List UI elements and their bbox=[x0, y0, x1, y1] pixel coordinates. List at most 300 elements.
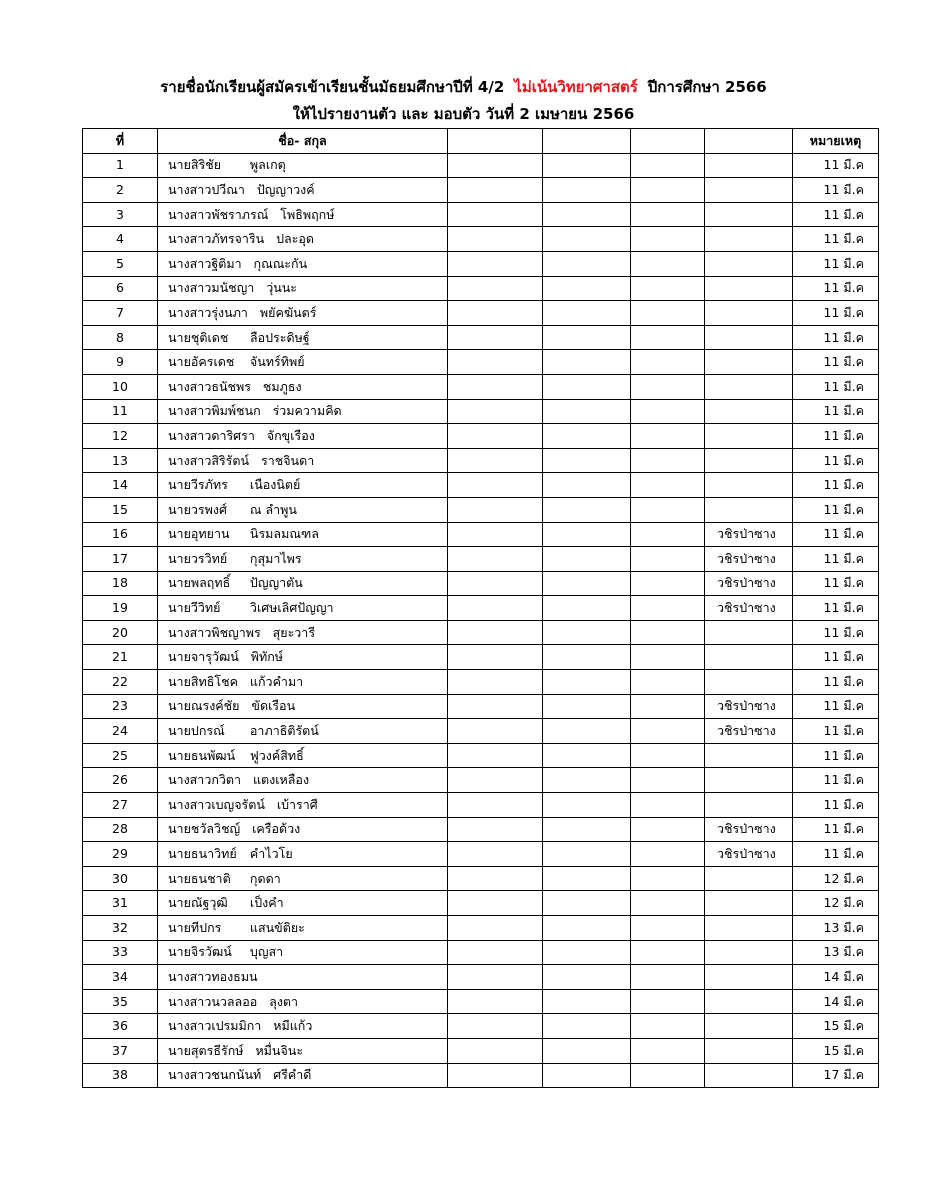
row-number: 22 bbox=[83, 670, 158, 695]
remark-date: 11 มี.ค bbox=[793, 842, 879, 867]
student-first-name: นายสุตรธีรักษ์ bbox=[168, 1042, 244, 1058]
student-name bbox=[158, 473, 448, 498]
remark-date: 15 มี.ค bbox=[793, 1038, 879, 1063]
table-row bbox=[83, 202, 879, 227]
student-name bbox=[158, 940, 448, 965]
document-title bbox=[0, 77, 927, 97]
remark-date: 15 มี.ค bbox=[793, 1014, 879, 1039]
row-number: 35 bbox=[83, 989, 158, 1014]
remark-date: 11 มี.ค bbox=[793, 424, 879, 449]
student-name bbox=[158, 743, 448, 768]
school-note bbox=[705, 473, 793, 498]
student-first-name: นางสาวสิริรัตน์ bbox=[168, 452, 250, 468]
table-row bbox=[83, 497, 879, 522]
school-note bbox=[705, 965, 793, 990]
school-note bbox=[705, 1014, 793, 1039]
row-number: 31 bbox=[83, 891, 158, 916]
remark-date: 11 มี.ค bbox=[793, 227, 879, 252]
empty-cell bbox=[631, 743, 705, 768]
student-last-name: แสนขัติยะ bbox=[249, 919, 305, 935]
school-note bbox=[705, 399, 793, 424]
row-number: 18 bbox=[83, 571, 158, 596]
empty-cell bbox=[448, 374, 543, 399]
empty-cell bbox=[543, 620, 631, 645]
empty-cell bbox=[543, 965, 631, 990]
empty-cell bbox=[631, 1063, 705, 1088]
empty-cell bbox=[448, 350, 543, 375]
empty-cell bbox=[543, 768, 631, 793]
student-last-name: ขัดเรือน bbox=[251, 698, 296, 714]
empty-cell bbox=[543, 153, 631, 178]
empty-cell bbox=[448, 251, 543, 276]
empty-cell bbox=[543, 473, 631, 498]
gap bbox=[238, 674, 250, 689]
table-row bbox=[83, 842, 879, 867]
gap bbox=[238, 157, 250, 172]
remark-date: 11 มี.ค bbox=[793, 719, 879, 744]
row-number: 12 bbox=[83, 424, 158, 449]
empty-cell bbox=[543, 202, 631, 227]
empty-cell bbox=[631, 301, 705, 326]
remark-date: 11 มี.ค bbox=[793, 399, 879, 424]
empty-cell bbox=[448, 793, 543, 818]
table-row bbox=[83, 645, 879, 670]
gap bbox=[254, 280, 266, 295]
empty-cell bbox=[631, 645, 705, 670]
empty-cell bbox=[543, 1014, 631, 1039]
row-number: 10 bbox=[83, 374, 158, 399]
row-number: 3 bbox=[83, 202, 158, 227]
school-note bbox=[705, 891, 793, 916]
student-last-name: ปัญญาวงค์ bbox=[256, 181, 315, 197]
empty-cell bbox=[543, 350, 631, 375]
empty-cell bbox=[448, 424, 543, 449]
row-number: 13 bbox=[83, 448, 158, 473]
school-note bbox=[705, 251, 793, 276]
empty-cell bbox=[631, 153, 705, 178]
student-name bbox=[158, 325, 448, 350]
empty-cell bbox=[543, 178, 631, 203]
student-last-name: ลุงตา bbox=[269, 993, 299, 1009]
student-last-name: พยัคฆันตร์ bbox=[259, 304, 317, 320]
school-note bbox=[705, 227, 793, 252]
school-note: วชิรป่าซาง bbox=[705, 522, 793, 547]
empty-cell bbox=[543, 916, 631, 941]
school-note: วชิรป่าซาง bbox=[705, 571, 793, 596]
student-last-name: ร่วมความคิด bbox=[272, 403, 342, 419]
empty-cell bbox=[448, 866, 543, 891]
empty-cell bbox=[448, 399, 543, 424]
school-note bbox=[705, 276, 793, 301]
remark-date: 14 มี.ค bbox=[793, 965, 879, 990]
school-note bbox=[705, 301, 793, 326]
gap bbox=[248, 305, 260, 320]
empty-cell bbox=[631, 694, 705, 719]
empty-cell bbox=[448, 694, 543, 719]
row-number: 26 bbox=[83, 768, 158, 793]
gap bbox=[249, 453, 261, 468]
school-note bbox=[705, 645, 793, 670]
empty-cell bbox=[631, 251, 705, 276]
student-name bbox=[158, 989, 448, 1014]
empty-cell bbox=[448, 473, 543, 498]
remark-date: 11 มี.ค bbox=[793, 325, 879, 350]
remark-date: 11 มี.ค bbox=[793, 301, 879, 326]
row-number: 23 bbox=[83, 694, 158, 719]
empty-cell bbox=[543, 842, 631, 867]
gap bbox=[258, 969, 270, 984]
row-number: 25 bbox=[83, 743, 158, 768]
table-row bbox=[83, 965, 879, 990]
student-last-name: พิทักษ์ bbox=[250, 649, 284, 665]
row-number: 34 bbox=[83, 965, 158, 990]
empty-cell bbox=[448, 178, 543, 203]
school-note bbox=[705, 743, 793, 768]
empty-cell bbox=[631, 424, 705, 449]
student-first-name: นางสาวภัทรจาริน bbox=[168, 231, 265, 247]
empty-cell bbox=[631, 374, 705, 399]
title-part1: รายชื่อนักเรียนผู้สมัครเข้าเรียนชั้นมัธยมศึกษาปีที่ 4/2 bbox=[160, 78, 505, 96]
gap bbox=[238, 477, 250, 492]
student-name bbox=[158, 1063, 448, 1088]
gap bbox=[239, 698, 251, 713]
school-note bbox=[705, 793, 793, 818]
remark-date: 13 มี.ค bbox=[793, 940, 879, 965]
school-note bbox=[705, 1038, 793, 1063]
student-name bbox=[158, 866, 448, 891]
title-highlight: ไม่เน้นวิทยาศาสตร์ bbox=[514, 78, 638, 96]
student-name bbox=[158, 891, 448, 916]
student-last-name: ปัญญาตัน bbox=[249, 575, 303, 591]
student-last-name: คำไวโย bbox=[249, 846, 293, 862]
empty-cell bbox=[448, 940, 543, 965]
gap bbox=[238, 846, 250, 861]
student-last-name: ปละอุด bbox=[276, 231, 314, 247]
empty-cell bbox=[631, 793, 705, 818]
empty-cell bbox=[448, 891, 543, 916]
table-row bbox=[83, 153, 879, 178]
student-first-name: นายสิริชัย bbox=[168, 157, 222, 173]
remark-date: 11 มี.ค bbox=[793, 497, 879, 522]
student-first-name: นายชุติเดช bbox=[168, 329, 229, 345]
student-first-name: นายวรวิทย์ bbox=[168, 550, 228, 566]
student-last-name: ราชจินดา bbox=[260, 452, 315, 468]
student-first-name: นายพลฤทธิ์ bbox=[168, 575, 231, 591]
school-note: วชิรป่าซาง bbox=[705, 817, 793, 842]
row-number: 2 bbox=[83, 178, 158, 203]
empty-cell bbox=[631, 571, 705, 596]
empty-cell bbox=[448, 645, 543, 670]
gap bbox=[238, 871, 250, 886]
table-row bbox=[83, 522, 879, 547]
student-name bbox=[158, 399, 448, 424]
header-remark: หมายเหตุ bbox=[793, 129, 879, 154]
table-row bbox=[83, 694, 879, 719]
student-first-name: นางสาวเบญจรัตน์ bbox=[168, 796, 265, 812]
remark-date: 11 มี.ค bbox=[793, 793, 879, 818]
empty-cell bbox=[448, 571, 543, 596]
row-number: 8 bbox=[83, 325, 158, 350]
student-last-name: โพธิพฤกษ์ bbox=[280, 206, 335, 222]
empty-cell bbox=[448, 448, 543, 473]
student-first-name: นายชวัลวิชญ์ bbox=[168, 821, 241, 837]
student-first-name: นางสาวพิชญาพร bbox=[168, 624, 261, 640]
table-row bbox=[83, 448, 879, 473]
table-row bbox=[83, 989, 879, 1014]
student-first-name: นางสาวเปรมมิกา bbox=[168, 1018, 262, 1034]
empty-cell bbox=[448, 276, 543, 301]
table-row bbox=[83, 670, 879, 695]
row-number: 33 bbox=[83, 940, 158, 965]
gap bbox=[242, 256, 254, 271]
student-first-name: นางสาวฐิติมา bbox=[168, 255, 242, 271]
empty-cell bbox=[543, 497, 631, 522]
gap bbox=[239, 649, 251, 664]
student-name bbox=[158, 793, 448, 818]
gap bbox=[244, 1043, 256, 1058]
student-last-name: เป็งคำ bbox=[249, 895, 284, 911]
school-note bbox=[705, 178, 793, 203]
school-note bbox=[705, 916, 793, 941]
table-row bbox=[83, 1014, 879, 1039]
table-row bbox=[83, 374, 879, 399]
row-number: 38 bbox=[83, 1063, 158, 1088]
remark-date: 11 มี.ค bbox=[793, 620, 879, 645]
student-first-name: นายสิทธิโชค bbox=[168, 673, 238, 689]
student-first-name: นางสาวพัชราภรณ์ bbox=[168, 206, 269, 222]
table-row bbox=[83, 227, 879, 252]
student-last-name: แก้วคำมา bbox=[249, 673, 304, 689]
table-row bbox=[83, 571, 879, 596]
remark-date: 11 มี.ค bbox=[793, 350, 879, 375]
school-note bbox=[705, 620, 793, 645]
empty-cell bbox=[631, 547, 705, 572]
row-number: 1 bbox=[83, 153, 158, 178]
gap bbox=[251, 379, 263, 394]
student-first-name: นางสาวทองธมน bbox=[168, 968, 258, 984]
school-note bbox=[705, 940, 793, 965]
table-body bbox=[83, 153, 879, 1088]
remark-date: 11 มี.ค bbox=[793, 743, 879, 768]
empty-cell bbox=[543, 547, 631, 572]
school-note bbox=[705, 350, 793, 375]
student-name bbox=[158, 448, 448, 473]
empty-cell bbox=[631, 448, 705, 473]
empty-cell bbox=[543, 645, 631, 670]
empty-cell bbox=[631, 1038, 705, 1063]
empty-cell bbox=[448, 596, 543, 621]
empty-cell bbox=[631, 473, 705, 498]
empty-cell bbox=[543, 301, 631, 326]
student-first-name: นางสาวรุ่งนภา bbox=[168, 304, 248, 320]
empty-cell bbox=[543, 596, 631, 621]
gap bbox=[238, 551, 250, 566]
empty-cell bbox=[543, 743, 631, 768]
row-number: 4 bbox=[83, 227, 158, 252]
row-number: 27 bbox=[83, 793, 158, 818]
student-first-name: นางสาวนวลลออ bbox=[168, 993, 258, 1009]
school-note: วชิรป่าซาง bbox=[705, 719, 793, 744]
school-note bbox=[705, 768, 793, 793]
row-number: 21 bbox=[83, 645, 158, 670]
row-number: 5 bbox=[83, 251, 158, 276]
student-name bbox=[158, 694, 448, 719]
table-row bbox=[83, 719, 879, 744]
empty-cell bbox=[631, 719, 705, 744]
remark-date: 11 มี.ค bbox=[793, 670, 879, 695]
empty-cell bbox=[543, 719, 631, 744]
empty-cell bbox=[543, 522, 631, 547]
student-name bbox=[158, 768, 448, 793]
gap bbox=[238, 330, 250, 345]
empty-cell bbox=[631, 842, 705, 867]
gap bbox=[238, 748, 250, 763]
student-last-name: ศรีคำดี bbox=[273, 1067, 312, 1083]
empty-cell bbox=[631, 325, 705, 350]
student-name bbox=[158, 202, 448, 227]
table-row bbox=[83, 301, 879, 326]
gap bbox=[238, 723, 250, 738]
table-row bbox=[83, 620, 879, 645]
student-last-name: หมีแก้ว bbox=[273, 1018, 313, 1034]
gap bbox=[238, 920, 250, 935]
student-last-name: แตงเหลือง bbox=[252, 772, 310, 788]
row-number: 28 bbox=[83, 817, 158, 842]
student-last-name: เนืองนิตย์ bbox=[249, 477, 301, 493]
empty-cell bbox=[448, 916, 543, 941]
empty-cell bbox=[448, 842, 543, 867]
table-row bbox=[83, 251, 879, 276]
table-row bbox=[83, 768, 879, 793]
school-note: วชิรป่าซาง bbox=[705, 842, 793, 867]
school-note bbox=[705, 424, 793, 449]
gap bbox=[261, 625, 273, 640]
empty-cell bbox=[631, 768, 705, 793]
student-name bbox=[158, 301, 448, 326]
empty-cell bbox=[543, 694, 631, 719]
header-no: ที่ bbox=[83, 129, 158, 154]
student-last-name: กุสุมาไพร bbox=[249, 550, 302, 566]
header-col3 bbox=[448, 129, 543, 154]
student-first-name: นายอัครเดช bbox=[168, 354, 235, 370]
table-row bbox=[83, 817, 879, 842]
empty-cell bbox=[448, 620, 543, 645]
school-note bbox=[705, 325, 793, 350]
student-name bbox=[158, 547, 448, 572]
gap bbox=[265, 797, 277, 812]
student-first-name: นายจิรวัฒน์ bbox=[168, 944, 232, 960]
student-name bbox=[158, 620, 448, 645]
empty-cell bbox=[631, 399, 705, 424]
row-number: 37 bbox=[83, 1038, 158, 1063]
empty-cell bbox=[543, 891, 631, 916]
student-last-name: วิเศษเลิศปัญญา bbox=[249, 600, 334, 616]
empty-cell bbox=[543, 940, 631, 965]
header-col6 bbox=[705, 129, 793, 154]
student-last-name: พูลเกตุ bbox=[249, 157, 286, 173]
school-note bbox=[705, 374, 793, 399]
empty-cell bbox=[448, 301, 543, 326]
remark-date: 11 มี.ค bbox=[793, 276, 879, 301]
remark-date: 11 มี.ค bbox=[793, 694, 879, 719]
empty-cell bbox=[448, 1038, 543, 1063]
table-row bbox=[83, 350, 879, 375]
empty-cell bbox=[543, 276, 631, 301]
empty-cell bbox=[543, 325, 631, 350]
school-note: วชิรป่าซาง bbox=[705, 694, 793, 719]
empty-cell bbox=[543, 374, 631, 399]
student-last-name: อาภาธิติรัตน์ bbox=[249, 723, 319, 739]
empty-cell bbox=[631, 965, 705, 990]
empty-cell bbox=[448, 325, 543, 350]
row-number: 15 bbox=[83, 497, 158, 522]
school-note bbox=[705, 153, 793, 178]
empty-cell bbox=[448, 817, 543, 842]
student-first-name: นางสาวปวีณา bbox=[168, 181, 245, 197]
student-last-name: เครือด้วง bbox=[252, 821, 301, 837]
header-name: ชื่อ- สกุล bbox=[158, 129, 448, 154]
gap bbox=[261, 1018, 273, 1033]
empty-cell bbox=[631, 891, 705, 916]
empty-cell bbox=[543, 793, 631, 818]
gap bbox=[238, 526, 250, 541]
remark-date: 11 มี.ค bbox=[793, 153, 879, 178]
student-name bbox=[158, 965, 448, 990]
student-first-name: นายธนาวิทย์ bbox=[168, 846, 237, 862]
gap bbox=[261, 1067, 273, 1082]
row-number: 7 bbox=[83, 301, 158, 326]
empty-cell bbox=[631, 497, 705, 522]
empty-cell bbox=[543, 251, 631, 276]
student-name bbox=[158, 227, 448, 252]
student-first-name: นางสาวพิมพ์ชนก bbox=[168, 403, 261, 419]
table-row bbox=[83, 743, 879, 768]
table-row bbox=[83, 424, 879, 449]
table-row bbox=[83, 940, 879, 965]
remark-date: 11 มี.ค bbox=[793, 768, 879, 793]
remark-date: 11 มี.ค bbox=[793, 571, 879, 596]
remark-date: 14 มี.ค bbox=[793, 989, 879, 1014]
empty-cell bbox=[448, 497, 543, 522]
empty-cell bbox=[543, 448, 631, 473]
student-name bbox=[158, 497, 448, 522]
table-row bbox=[83, 866, 879, 891]
student-name bbox=[158, 350, 448, 375]
empty-cell bbox=[543, 866, 631, 891]
row-number: 32 bbox=[83, 916, 158, 941]
student-first-name: นายธนชาติ bbox=[168, 870, 231, 886]
gap bbox=[241, 772, 253, 787]
empty-cell bbox=[543, 817, 631, 842]
row-number: 9 bbox=[83, 350, 158, 375]
title-part2: ปีการศึกษา 2566 bbox=[647, 78, 767, 96]
school-note bbox=[705, 866, 793, 891]
empty-cell bbox=[448, 227, 543, 252]
student-first-name: นายวรพงศ์ bbox=[168, 501, 227, 517]
student-last-name: ชมภูธง bbox=[262, 378, 302, 394]
student-last-name: จันทร์ทิพย์ bbox=[249, 354, 305, 370]
table-row bbox=[83, 891, 879, 916]
table-row bbox=[83, 596, 879, 621]
empty-cell bbox=[543, 424, 631, 449]
row-number: 30 bbox=[83, 866, 158, 891]
row-number: 36 bbox=[83, 1014, 158, 1039]
table-row bbox=[83, 916, 879, 941]
empty-cell bbox=[631, 178, 705, 203]
row-number: 17 bbox=[83, 547, 158, 572]
student-first-name: นายวีรภัทร bbox=[168, 477, 228, 493]
table-row bbox=[83, 325, 879, 350]
